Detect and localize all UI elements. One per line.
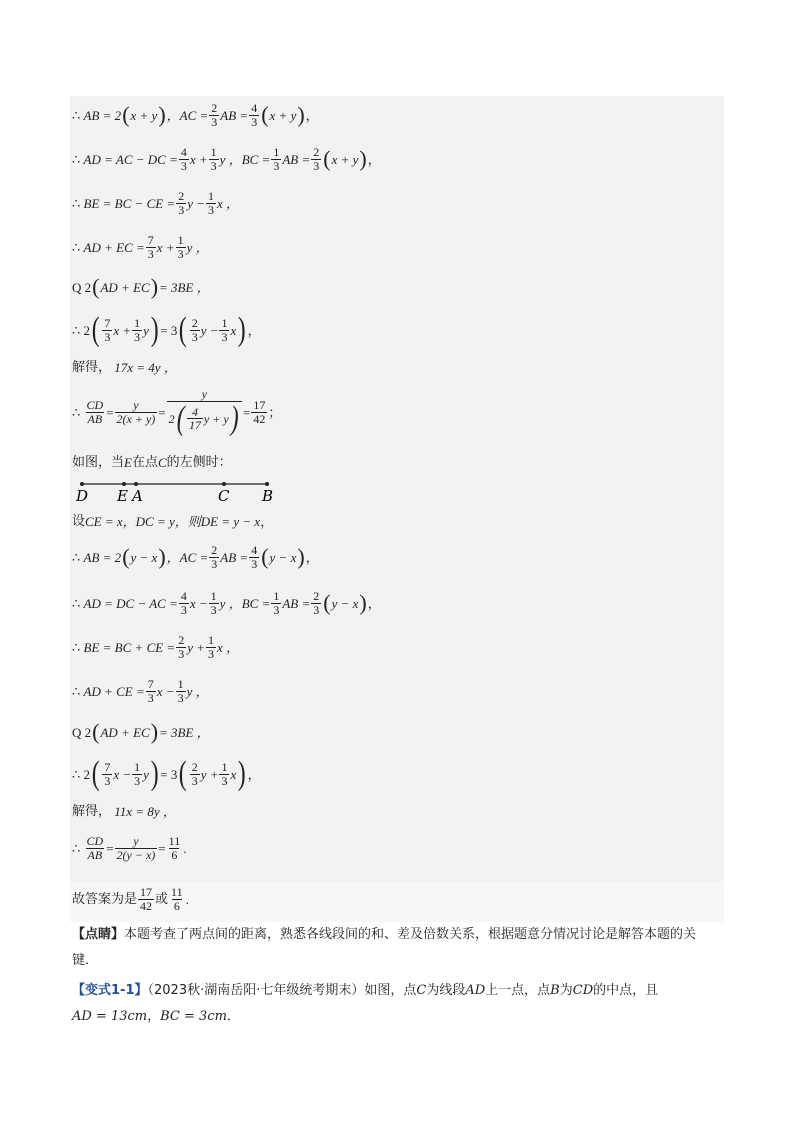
numerator: 4: [180, 588, 187, 603]
numerator: 1: [273, 588, 280, 603]
eq-text: ；: [268, 404, 282, 420]
eq-line-17: [72, 800, 176, 822]
eq-text: AD + CE =: [83, 683, 145, 699]
paren: (: [176, 399, 185, 437]
point-label: E: [124, 454, 132, 470]
numerator: 1: [221, 759, 228, 774]
paren: ): [150, 719, 159, 744]
eq-text: x −: [156, 683, 175, 699]
eq-text: x + y: [269, 107, 297, 123]
fraction: [190, 317, 200, 343]
eq-text: ，: [305, 549, 319, 565]
eq-text: ，: [247, 766, 261, 782]
eq-line-8: [72, 384, 281, 440]
fraction: [209, 102, 219, 128]
text: 在点: [131, 454, 158, 470]
denominator: 3: [134, 329, 141, 344]
paren: (: [91, 311, 100, 348]
eq-text: y ，BC =: [219, 151, 271, 167]
denominator: 3: [313, 158, 320, 173]
eq-text: x: [230, 322, 237, 338]
paren: ): [150, 755, 159, 792]
paren: (: [179, 311, 187, 348]
variant-paragraph: [72, 978, 722, 1030]
eq-text: y ，: [186, 239, 209, 255]
eq-text: ，: [247, 322, 261, 338]
fraction: [85, 399, 106, 425]
eq-text: AD + EC: [100, 724, 150, 740]
therefore-symbol: ∴: [72, 151, 81, 167]
denominator: 2(y − x): [116, 847, 156, 862]
denominator: 6: [173, 898, 180, 913]
fraction: [102, 317, 112, 343]
denominator: AB: [87, 847, 103, 862]
denominator: 3: [180, 602, 187, 617]
eq-text: 11x = 8y ，: [114, 803, 176, 819]
paren: (: [122, 544, 130, 569]
numerator: 7: [104, 759, 111, 774]
text: 设: [72, 513, 86, 529]
denominator: 3: [211, 556, 218, 571]
eq-text: =: [243, 404, 251, 420]
paren: (: [92, 719, 100, 744]
label-e: E: [117, 487, 128, 505]
denominator: 3: [208, 646, 215, 661]
eq-text: = 3BE ，: [159, 724, 210, 740]
paren: ): [150, 274, 159, 299]
numerator: 4: [251, 100, 258, 115]
denominator: [167, 401, 242, 436]
point-c-dot: [222, 482, 226, 486]
label-b: B: [262, 487, 274, 505]
text: 的左侧时：: [166, 454, 232, 470]
eq-text: ，: [367, 151, 381, 167]
eq-text: 2: [168, 411, 175, 426]
numerator: 4: [180, 144, 187, 159]
eq-line-15: [72, 720, 210, 744]
numerator: 17: [253, 397, 266, 412]
paren: ): [359, 590, 367, 615]
fraction: [179, 590, 189, 616]
eq-text: y: [143, 322, 149, 338]
eq-text: AB =: [220, 107, 249, 123]
therefore-symbol: ∴: [72, 322, 81, 338]
numerator: 2: [211, 100, 218, 115]
denominator: 42: [253, 411, 266, 426]
given-bc: BC = 3cm: [160, 1009, 227, 1024]
paren: (: [323, 590, 331, 615]
numerator: 4: [191, 404, 198, 419]
paren: ): [297, 102, 305, 127]
denominator: 3: [273, 158, 280, 173]
eq-line-7: [72, 356, 177, 378]
paren: (: [92, 274, 100, 299]
eq-text: y ，BC =: [219, 595, 271, 611]
eq-text: AD + EC =: [83, 239, 145, 255]
eq-text: 2: [83, 322, 91, 338]
numerator: CD: [86, 397, 104, 412]
paren: (: [122, 102, 130, 127]
text: ，: [147, 1009, 161, 1024]
denominator: 3: [251, 114, 258, 129]
eq-text: DE = y − x: [200, 513, 261, 529]
denominator: 3: [273, 602, 280, 617]
eq-text: x −: [189, 595, 208, 611]
eq-text: 2: [84, 724, 92, 740]
eq-text: =: [158, 404, 166, 420]
text: 为线段: [426, 983, 466, 998]
numerator: 1: [210, 588, 217, 603]
text: 上一点，点: [485, 983, 551, 998]
numerator: 11: [171, 884, 183, 899]
label-d: D: [76, 487, 89, 505]
paren: (: [179, 755, 187, 792]
fraction: [271, 590, 281, 616]
numerator: y: [133, 833, 139, 848]
solve-label: 解得，: [72, 359, 112, 375]
paren: (: [91, 755, 100, 792]
denominator: 3: [211, 114, 218, 129]
point-d-dot: [80, 482, 84, 486]
eq-line-19-answer: [72, 882, 189, 916]
paren: (: [261, 102, 269, 127]
text: 如图，点: [364, 983, 417, 998]
numerator: 1: [134, 759, 141, 774]
fraction: [311, 590, 321, 616]
therefore-symbol: ∴: [72, 195, 81, 211]
eq-text: y −: [187, 195, 206, 211]
eq-line-5: [72, 275, 210, 299]
eq-text: ，: [260, 513, 274, 529]
eq-text: x + y: [331, 151, 359, 167]
denominator: 3: [177, 246, 184, 261]
denominator: 2(x + y): [116, 411, 156, 426]
denominator: 3: [147, 690, 154, 705]
numerator: 7: [147, 676, 154, 691]
numerator: 1: [208, 188, 215, 203]
eq-line-4: [72, 232, 209, 262]
text: 为: [559, 983, 573, 998]
paren: ): [237, 311, 246, 348]
therefore-symbol: ∴: [72, 595, 81, 611]
denominator: AB: [87, 411, 103, 426]
paren: ): [150, 311, 159, 348]
fraction: [132, 317, 142, 343]
fraction: [102, 761, 112, 787]
eq-text: x +: [156, 239, 175, 255]
eq-line-3: [72, 188, 239, 218]
fraction: [209, 590, 219, 616]
fraction: [167, 835, 183, 861]
denominator: 3: [147, 246, 154, 261]
eq-line-16: [72, 756, 261, 792]
segment-label: CD: [572, 983, 594, 998]
eq-text: x −: [113, 766, 132, 782]
fraction: [132, 761, 142, 787]
numerator: 2: [313, 144, 320, 159]
eq-line-18: [72, 830, 186, 866]
fraction: [219, 761, 229, 787]
denominator: 3: [210, 602, 217, 617]
fraction: [169, 886, 185, 912]
eq-text: x: [230, 766, 237, 782]
therefore-symbol: ∴: [72, 107, 81, 123]
eq-line-6: [72, 312, 261, 348]
denominator: 3: [208, 202, 215, 217]
numerator: 4: [251, 542, 258, 557]
numerator: 1: [210, 144, 217, 159]
because-symbol: Q: [72, 279, 82, 295]
label-c: C: [218, 487, 230, 505]
eq-text: BE = BC − CE =: [83, 195, 176, 211]
eq-text: y −: [200, 322, 219, 338]
paren: ): [297, 544, 305, 569]
paren: ): [359, 146, 367, 171]
eq-line-2: [72, 144, 381, 174]
fraction: [251, 399, 267, 425]
eq-text: y + y: [203, 411, 229, 426]
numerator: 2: [313, 588, 320, 603]
eq-line-11: [72, 542, 319, 572]
eq-text: y − x: [269, 549, 297, 565]
because-symbol: Q: [72, 724, 82, 740]
eq-text: ，AC =: [166, 107, 209, 123]
line-segment-diagram: [74, 476, 284, 506]
point-e-dot: [122, 482, 126, 486]
therefore-symbol: ∴: [72, 404, 81, 420]
fraction: [115, 835, 158, 861]
fraction: [176, 234, 186, 260]
fraction: [249, 544, 259, 570]
fraction: [206, 634, 216, 660]
eq-text: BE = BC + CE =: [83, 639, 176, 655]
eq-text: x ，: [217, 195, 240, 211]
eq-text: =: [106, 404, 114, 420]
segment-label: AD: [465, 983, 486, 998]
denominator: 3: [210, 158, 217, 173]
paren: (: [261, 544, 269, 569]
eq-text: = 3: [160, 766, 178, 782]
fraction: [219, 317, 229, 343]
paren: ): [230, 399, 239, 437]
numerator: 2: [178, 188, 185, 203]
fraction: [176, 190, 186, 216]
variant-tag: 【变式1-1】: [72, 983, 148, 998]
given-ad: AD = 13cm: [72, 1009, 148, 1024]
eq-line-12: [72, 588, 381, 618]
paren: ): [158, 102, 166, 127]
eq-text: y − x: [331, 595, 359, 611]
therefore-symbol: ∴: [72, 766, 81, 782]
numerator: 2: [191, 759, 198, 774]
numerator: 1: [273, 144, 280, 159]
text: 如图，当: [72, 454, 125, 470]
eq-text: y − x: [130, 549, 158, 565]
therefore-symbol: ∴: [72, 639, 81, 655]
numerator: 1: [208, 632, 215, 647]
eq-text: 17x = 4y ，: [114, 359, 177, 375]
numerator: y: [201, 387, 207, 402]
eq-text: y +: [200, 766, 219, 782]
eq-text: AB =: [220, 549, 249, 565]
denominator: 3: [178, 646, 185, 661]
point-label: C: [416, 983, 427, 998]
fraction: [311, 146, 321, 172]
numerator: y: [133, 397, 139, 412]
denominator: 3: [104, 329, 111, 344]
text: 的中点，且: [593, 983, 659, 998]
eq-line-1: [72, 100, 319, 130]
fraction: [85, 835, 106, 861]
eq-text: = 3: [160, 322, 178, 338]
denominator: 3: [191, 773, 198, 788]
text: ．: [226, 1009, 240, 1024]
eq-text: 2: [83, 766, 91, 782]
eq-text: =: [106, 840, 114, 856]
fraction: [146, 234, 156, 260]
numerator: 11: [168, 833, 181, 848]
denominator: 3: [191, 329, 198, 344]
denominator: 3: [313, 602, 320, 617]
paren: ): [158, 544, 166, 569]
eq-line-10: [72, 511, 273, 531]
point-a-dot: [134, 482, 138, 486]
therefore-symbol: ∴: [72, 683, 81, 699]
denominator: 3: [221, 773, 228, 788]
fraction: [209, 544, 219, 570]
fraction: [176, 634, 186, 660]
denominator: 3: [134, 773, 141, 788]
comment-text: 本题考查了两点间的距离，熟悉各线段间的和、差及倍数关系，根据题意分情况讨论是解答本题的关键．: [72, 927, 697, 968]
eq-text: AD = AC − DC =: [83, 151, 178, 167]
numerator: CD: [86, 833, 104, 848]
fraction: [271, 146, 281, 172]
numerator: 1: [177, 232, 184, 247]
point-label: B: [550, 983, 560, 998]
eq-text: x +: [113, 322, 132, 338]
eq-text: 2: [84, 279, 92, 295]
answer-label: 故答案为是: [72, 891, 138, 907]
eq-line-13: [72, 632, 239, 662]
numerator: 1: [177, 676, 184, 691]
numerator: 2: [211, 542, 218, 557]
text: 或: [155, 891, 169, 907]
eq-text: AB = 2: [83, 549, 122, 565]
eq-text: =: [158, 840, 166, 856]
fraction: [179, 146, 189, 172]
variant-source: （2023秋·湖南岳阳·七年级统考期末）: [147, 983, 365, 998]
comment-paragraph: [72, 922, 722, 974]
eq-text: AD + EC: [100, 279, 150, 295]
comment-tag: 【点睛】: [72, 927, 125, 942]
fraction: [146, 678, 156, 704]
eq-text: ，: [305, 107, 319, 123]
therefore-symbol: ∴: [72, 549, 81, 565]
fraction: [249, 102, 259, 128]
eq-text: ，AC =: [166, 549, 209, 565]
numerator: 17: [140, 884, 153, 899]
solve-label: 解得，: [72, 803, 112, 819]
eq-text: ，: [367, 595, 381, 611]
denominator: 3: [251, 556, 258, 571]
eq-text: x ，: [217, 639, 240, 655]
eq-text: AD = DC − AC =: [83, 595, 178, 611]
numerator: 7: [104, 315, 111, 330]
eq-text: ，DC = y，则: [122, 513, 201, 529]
denominator: 3: [221, 329, 228, 344]
denominator: 3: [177, 690, 184, 705]
eq-text: .: [185, 891, 189, 907]
eq-text: = 3BE ，: [159, 279, 210, 295]
fraction: [115, 399, 158, 425]
fraction: [206, 190, 216, 216]
eq-text: AB = 2: [83, 107, 122, 123]
numerator: 1: [134, 315, 141, 330]
fraction: [209, 146, 219, 172]
numerator: 1: [221, 315, 228, 330]
eq-text: x + y: [130, 107, 158, 123]
fraction: [176, 678, 186, 704]
point-label: C: [157, 454, 167, 470]
fraction: [138, 886, 154, 912]
eq-text: AB =: [282, 595, 311, 611]
eq-text: y +: [187, 639, 206, 655]
numerator: 2: [178, 632, 185, 647]
label-a: A: [132, 487, 143, 505]
fraction: [190, 761, 200, 787]
fraction: [187, 406, 203, 432]
numerator: 7: [147, 232, 154, 247]
paren: (: [323, 146, 331, 171]
fraction: [167, 388, 242, 436]
eq-text: y: [143, 766, 149, 782]
denominator: 3: [180, 158, 187, 173]
eq-line-9: [72, 452, 232, 472]
point-b-dot: [265, 482, 269, 486]
eq-text: y ，: [186, 683, 209, 699]
denominator: 42: [140, 898, 153, 913]
eq-line-14: [72, 676, 209, 706]
denominator: 3: [104, 773, 111, 788]
denominator: 17: [188, 418, 201, 433]
therefore-symbol: ∴: [72, 840, 81, 856]
numerator: 2: [191, 315, 198, 330]
eq-text: .: [183, 840, 187, 856]
eq-text: AB =: [282, 151, 311, 167]
eq-text: CE = x: [85, 513, 123, 529]
eq-text: x +: [189, 151, 208, 167]
denominator: 6: [171, 847, 178, 862]
paren: ): [237, 755, 246, 792]
denominator: 3: [178, 202, 185, 217]
therefore-symbol: ∴: [72, 239, 81, 255]
